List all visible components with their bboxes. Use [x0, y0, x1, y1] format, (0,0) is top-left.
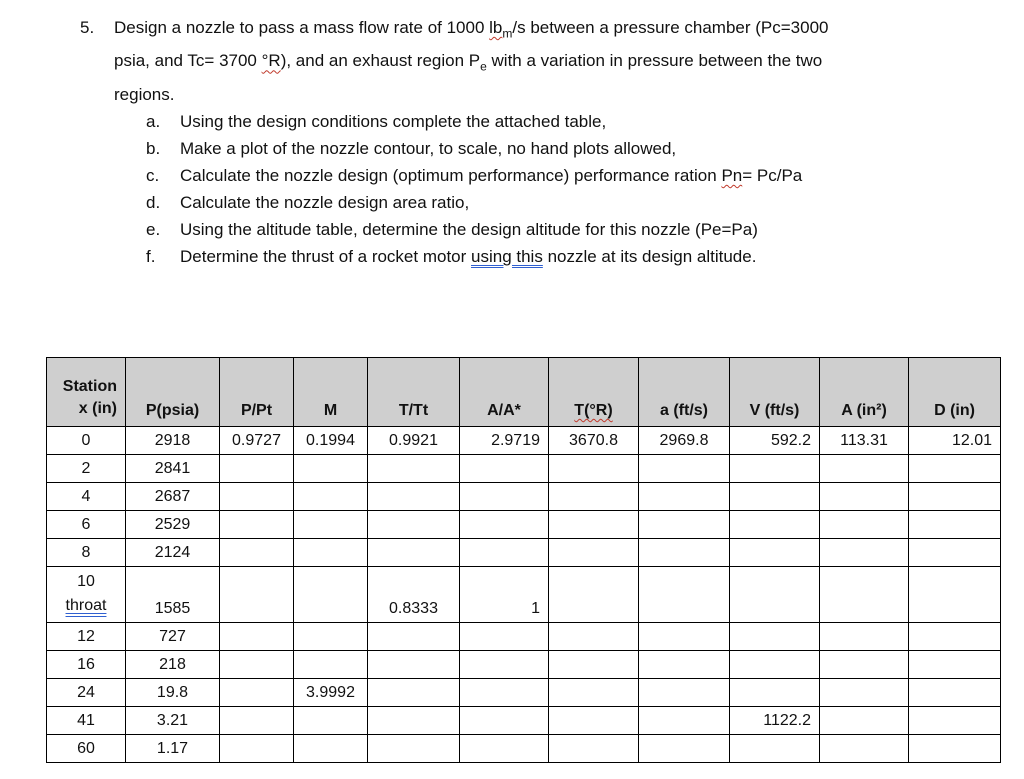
intro-text-5: with a variation in pressure between the two	[486, 51, 823, 71]
station-stack	[66, 570, 107, 618]
sub-letter-e: e.	[146, 219, 161, 239]
table-row	[47, 455, 1001, 483]
table-cell	[820, 735, 909, 763]
header-area: A (in²)	[820, 358, 909, 427]
table-cell: 0.9921	[368, 427, 460, 455]
sub-text-c-2: = Pc/Pa	[742, 165, 803, 185]
station-cell: 2	[47, 455, 126, 483]
table-cell: 0.9727	[220, 427, 294, 455]
table-cell	[909, 651, 1001, 679]
unit-rankine: °R	[261, 51, 281, 71]
table-cell	[549, 455, 639, 483]
station-cell: 60	[47, 735, 126, 763]
intro-text-4: ), and an exhaust region P	[280, 51, 481, 71]
table-cell	[220, 651, 294, 679]
table-cell	[639, 623, 730, 651]
table-cell	[549, 511, 639, 539]
table-cell	[909, 679, 1001, 707]
table-cell	[368, 707, 460, 735]
table-cell	[220, 511, 294, 539]
station-cell: 4	[47, 483, 126, 511]
table-cell	[909, 735, 1001, 763]
table-cell	[909, 455, 1001, 483]
table-cell	[368, 679, 460, 707]
table-cell	[820, 511, 909, 539]
station-cell: 0	[47, 427, 126, 455]
header-station-line1: Station	[62, 378, 117, 395]
table-cell	[460, 483, 549, 511]
unit-m-subscript: m	[502, 26, 513, 41]
intro-text-3: psia, and Tc= 3700	[114, 51, 262, 71]
pe-subscript: e	[480, 59, 487, 74]
sub-letter-b: b.	[146, 138, 161, 158]
table-cell	[820, 651, 909, 679]
table-cell	[294, 483, 368, 511]
station-cell: 12	[47, 623, 126, 651]
table-cell: 1122.2	[730, 707, 820, 735]
table-cell	[909, 707, 1001, 735]
sub-text-c-1: Calculate the nozzle design (optimum performance) performance ration	[180, 165, 722, 185]
header-station-line2: x (in)	[78, 400, 117, 417]
table-cell	[639, 651, 730, 679]
problem-statement	[80, 14, 980, 270]
table-cell	[549, 679, 639, 707]
unit-lb: lb	[489, 18, 503, 37]
station-value: 10	[77, 573, 95, 590]
table-cell: 3.9992	[294, 679, 368, 707]
table-header-row	[47, 358, 1001, 427]
table-cell	[368, 511, 460, 539]
table-cell: 3670.8	[549, 427, 639, 455]
table-cell: 3.21	[126, 707, 220, 735]
table-row	[47, 539, 1001, 567]
table-cell	[294, 623, 368, 651]
sub-letter-c: c.	[146, 165, 160, 185]
table-cell	[294, 539, 368, 567]
table-cell	[549, 707, 639, 735]
sub-text-c-marked: Pn	[721, 165, 743, 185]
table-cell	[368, 483, 460, 511]
table-cell	[294, 735, 368, 763]
table-cell	[220, 735, 294, 763]
sub-letter-a: a.	[146, 111, 161, 131]
table-row	[47, 707, 1001, 735]
table-cell	[220, 567, 294, 623]
table-cell	[820, 455, 909, 483]
table-cell	[730, 567, 820, 623]
table-cell	[909, 567, 1001, 623]
table-cell	[460, 455, 549, 483]
table-cell	[368, 735, 460, 763]
sub-question-e	[80, 216, 980, 243]
table-cell: 1	[460, 567, 549, 623]
table-cell	[909, 511, 1001, 539]
table-cell	[460, 539, 549, 567]
table-cell	[820, 623, 909, 651]
header-pressure: P(psia)	[126, 358, 220, 427]
table-cell	[549, 567, 639, 623]
sub-text-b: Make a plot of the nozzle contour, to scale, no hand plots allowed,	[180, 138, 677, 158]
table-cell: 2529	[126, 511, 220, 539]
problem-number: 5.	[80, 18, 95, 37]
table-cell	[639, 679, 730, 707]
station-cell: 41	[47, 707, 126, 735]
table-cell	[639, 511, 730, 539]
sub-text-e: Using the altitude table, determine the design altitude for this nozzle (Pe=Pa)	[180, 219, 758, 239]
table-cell: 2.9719	[460, 427, 549, 455]
table-cell	[730, 539, 820, 567]
header-area-ratio: A/A*	[460, 358, 549, 427]
table-row	[47, 567, 1001, 623]
table-cell	[730, 651, 820, 679]
table-cell	[820, 707, 909, 735]
table-cell	[294, 567, 368, 623]
sub-question-f	[80, 243, 980, 270]
table-cell: 12.01	[909, 427, 1001, 455]
table-cell: 2841	[126, 455, 220, 483]
table-body	[47, 427, 1001, 763]
table-cell	[639, 539, 730, 567]
header-mach: M	[294, 358, 368, 427]
table-cell	[730, 623, 820, 651]
station-cell	[47, 567, 126, 623]
header-velocity: V (ft/s)	[730, 358, 820, 427]
table-cell	[549, 483, 639, 511]
table-cell	[460, 735, 549, 763]
table-cell: 2687	[126, 483, 220, 511]
table-cell: 727	[126, 623, 220, 651]
header-temperature-ratio: T/Tt	[368, 358, 460, 427]
table-cell	[368, 651, 460, 679]
table-cell	[460, 679, 549, 707]
station-cell: 24	[47, 679, 126, 707]
nozzle-table	[46, 357, 1001, 763]
sub-letter-f: f.	[146, 246, 156, 266]
table-cell: 0.1994	[294, 427, 368, 455]
table-cell	[730, 735, 820, 763]
sub-question-c	[80, 162, 980, 189]
table-row	[47, 623, 1001, 651]
table-cell	[909, 539, 1001, 567]
table-cell: 1585	[126, 567, 220, 623]
table-cell	[460, 511, 549, 539]
table-cell	[220, 539, 294, 567]
table-cell	[220, 623, 294, 651]
table-cell	[460, 623, 549, 651]
table-row	[47, 735, 1001, 763]
intro-text-6: regions.	[114, 84, 175, 104]
table-cell	[549, 735, 639, 763]
table-cell	[549, 539, 639, 567]
header-station	[47, 358, 126, 427]
table-cell	[294, 455, 368, 483]
table-cell	[639, 483, 730, 511]
table-cell	[220, 483, 294, 511]
table-cell	[820, 567, 909, 623]
sub-question-d	[80, 189, 980, 216]
header-sound-speed: a (ft/s)	[639, 358, 730, 427]
table-cell	[220, 455, 294, 483]
table-cell	[639, 455, 730, 483]
header-temperature-text: T(°R)	[574, 402, 613, 419]
sub-question-a	[80, 108, 980, 135]
table-cell: 2124	[126, 539, 220, 567]
table-cell	[368, 539, 460, 567]
table-cell	[820, 679, 909, 707]
table-cell: 2918	[126, 427, 220, 455]
table-row	[47, 511, 1001, 539]
table-cell	[294, 511, 368, 539]
sub-text-a: Using the design conditions complete the attached table,	[180, 111, 607, 131]
table-row	[47, 651, 1001, 679]
sub-text-f-marked: using this	[471, 246, 543, 266]
intro-text-2: /s between a pressure chamber (Pc=3000	[512, 18, 829, 37]
problem-intro	[80, 14, 980, 108]
table-cell: 113.31	[820, 427, 909, 455]
table-cell: 218	[126, 651, 220, 679]
table-cell	[909, 623, 1001, 651]
station-cell: 16	[47, 651, 126, 679]
sub-text-d: Calculate the nozzle design area ratio,	[180, 192, 470, 212]
table-cell	[368, 623, 460, 651]
table-row	[47, 483, 1001, 511]
table-cell: 2969.8	[639, 427, 730, 455]
table-cell	[220, 707, 294, 735]
table-cell	[294, 651, 368, 679]
sub-questions	[80, 108, 980, 270]
table-cell	[730, 679, 820, 707]
table-cell	[820, 539, 909, 567]
table-cell: 592.2	[730, 427, 820, 455]
table-cell	[730, 483, 820, 511]
unit-lbm	[489, 18, 513, 41]
table-cell: 19.8	[126, 679, 220, 707]
header-pressure-ratio: P/Pt	[220, 358, 294, 427]
header-diameter: D (in)	[909, 358, 1001, 427]
table-cell	[730, 511, 820, 539]
table-cell	[730, 455, 820, 483]
table-row	[47, 427, 1001, 455]
table-cell	[549, 623, 639, 651]
header-temperature	[549, 358, 639, 427]
table-cell	[220, 679, 294, 707]
table-cell	[639, 567, 730, 623]
table-cell	[549, 651, 639, 679]
sub-text-f-1: Determine the thrust of a rocket motor	[180, 246, 472, 266]
table-cell: 1.17	[126, 735, 220, 763]
table-cell	[460, 651, 549, 679]
table-cell	[639, 707, 730, 735]
table-cell	[639, 735, 730, 763]
table-cell	[909, 483, 1001, 511]
station-cell: 6	[47, 511, 126, 539]
station-cell: 8	[47, 539, 126, 567]
intro-text-1: Design a nozzle to pass a mass flow rate of 1000	[114, 18, 490, 37]
table-row	[47, 679, 1001, 707]
table-cell: 0.8333	[368, 567, 460, 623]
sub-letter-d: d.	[146, 192, 161, 212]
table-cell	[460, 707, 549, 735]
station-throat-label: throat	[65, 597, 107, 614]
sub-text-f-2: nozzle at its design altitude.	[542, 246, 757, 266]
table-cell	[820, 483, 909, 511]
table-cell	[294, 707, 368, 735]
sub-question-b	[80, 135, 980, 162]
table-cell	[368, 455, 460, 483]
